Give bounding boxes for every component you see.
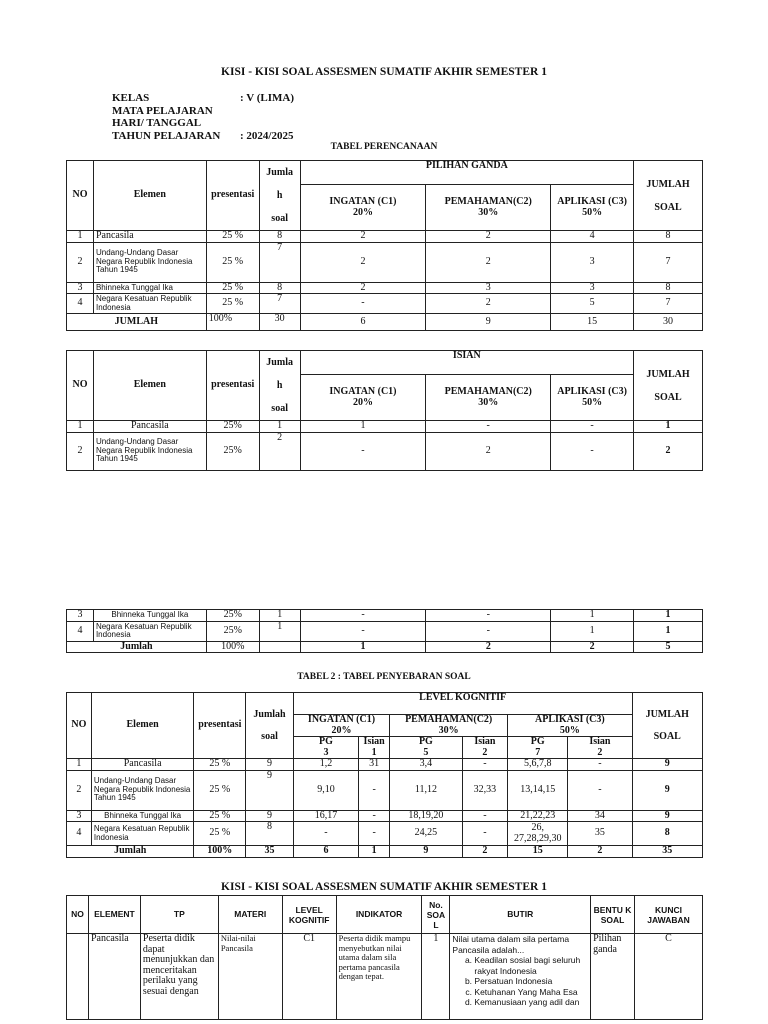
header-no: NO [67, 161, 94, 231]
table-total-row: Jumlah 100% 1 2 2 5 [67, 641, 703, 653]
header-jumlah-soal-total: JUMLAH SOAL [634, 161, 703, 231]
table-kisi-kisi [66, 895, 703, 1020]
table-isian: NO Elemen presentasi Jumla h soal ISIAN JUMLAH SOAL INGATAN (C1) 20% PEMAHAMAN(C2) 30% APLIKASI (C3) 50% 1 Pancasila 25% 1 1 - - 1 2 Undang-Undang Dasar Negara Republik Indonesia Tahun 1945 25% 2 - 2 - 2 [66, 350, 703, 471]
table-row: Pancasila Peserta didik dapat menunjukkan dan menceritakan perilaku yang sesuai dengan Nilai-nilai Pancasila C1 Peserta didik mampu menyebutkan nilai utama dalam sila pertama pancasila dengan tepat. 1 Nilai utama dalam sila pertama Pancasila adalah... a. Keadilan sosial bagi seluruh rakyat Indonesia b. Persatuan Indonesia c. Ketuhanan Yang Maha Esa d. Kemanusiaan yang adil dan Pilihan ganda C [67, 934, 703, 1020]
kisi-header-butir: BUTIR [450, 896, 591, 934]
table2-title: TABEL 2 : TABEL PENYEBARAN SOAL [297, 672, 471, 682]
table-row: 2 Undang-Undang Dasar Negara Republik Indonesia Tahun 1945 25 % 9 9,10 - 11,12 32,33 13,14,15 - 9 [67, 770, 703, 810]
header-pemahaman: PEMAHAMAN(C2) 30% [426, 185, 551, 231]
header-ingatan: INGATAN (C1) 20% [300, 185, 426, 231]
document-title: KISI - KISI SOAL ASSESMEN SUMATIF AKHIR SEMESTER 1 [221, 66, 547, 78]
table-row: 1 Pancasila 25 % 9 1,2 31 3,4 - 5,6,7,8 - 9 [67, 759, 703, 771]
header-isian: ISIAN [300, 351, 633, 375]
header-presentasi: presentasi [206, 161, 259, 231]
option-c: c. Ketuhanan Yang Maha Esa [474, 987, 588, 998]
kisi-header-level: LEVEL KOGNITIF [282, 896, 336, 934]
answer-options [452, 955, 588, 1008]
header-pilihan-ganda: PILIHAN GANDA [300, 161, 633, 185]
kisi-header-no: NO [67, 896, 89, 934]
table-penyebaran-soal: NO Elemen presentasi Jumlah soal LEVEL KOGNITIF JUMLAH SOAL INGATAN (C1) 20% PEMAHAMAN(C2) 30% APLIKASI (C3) 50% PG 3 Isian 1 PG 5 Isian 2 PG 7 Isian 2 1 Pancasila 25 % 9 1,2 31 3,4 - 5,6,7,8 - 9 2 Undang-Undang Dasar Negara Republik Indonesia Tahun 1945 25 % 9 9,10 - 11,12 32,33 13,14,15 - 9 3 Bhinneka Tunggal Ika 25 % 9 16,17 - 18,19,20 - 21,22,23 34 9 4 Negara Kesatuan Republik Indonesia 25 % 8 - - 24,25 - 26, 27,28,29,30 35 8 Jumlah 100% 35 6 1 9 2 15 2 35 [66, 692, 703, 858]
table-pilihan-ganda [66, 160, 703, 331]
table-row: 2 Undang-Undang Dasar Negara Republik Indonesia Tahun 1945 25 % 7 2 2 3 7 [67, 242, 703, 282]
kisi-header-element: ELEMENT [88, 896, 140, 934]
table-row: 4 Negara Kesatuan Republik Indonesia 25% 1 - - 1 1 [67, 621, 703, 641]
header-aplikasi: APLIKASI (C3) 50% [551, 185, 634, 231]
meta-kelas: KELAS : V (LIMA) [112, 92, 294, 104]
table-perencanaan-title: TABEL PERENCANAAN [330, 142, 438, 152]
butir-cell: Nilai utama dalam sila pertama Pancasila adalah... a. Keadilan sosial bagi seluruh rakyat Indonesia b. Persatuan Indonesia c. Ketuhanan Yang Maha Esa d. Kemanusiaan yang adil dan [450, 934, 591, 1020]
option-b: b. Persatuan Indonesia [474, 976, 588, 987]
kisi-title: KISI - KISI SOAL ASSESMEN SUMATIF AKHIR SEMESTER 1 [221, 881, 547, 893]
header-level-kognitif: LEVEL KOGNITIF [293, 693, 632, 715]
table-row: 3 Bhinneka Tunggal Ika 25 % 8 2 3 3 8 [67, 282, 703, 294]
meta-hari: HARI/ TANGGAL [112, 117, 202, 129]
header-jumlah-soal: Jumla h soal [259, 161, 300, 231]
option-d: d. Kemanusiaan yang adil dan [474, 997, 588, 1008]
table-row: 3 Bhinneka Tunggal Ika 25 % 9 16,17 - 18,19,20 - 21,22,23 34 9 [67, 810, 703, 822]
table-row: 2 Undang-Undang Dasar Negara Republik Indonesia Tahun 1945 25% 2 - 2 - 2 [67, 432, 703, 470]
kisi-header-kunci: KUNCI JAWABAN [635, 896, 703, 934]
meta-tahun: TAHUN PELAJARAN : 2024/2025 [112, 129, 294, 142]
table-total-row: Jumlah 100% 35 6 1 9 2 15 2 35 [67, 846, 703, 858]
option-a: a. Keadilan sosial bagi seluruh rakyat Indonesia [474, 955, 588, 976]
kisi-header-materi: MATERI [218, 896, 282, 934]
kisi-header-bentuk: BENTU K SOAL [591, 896, 635, 934]
kisi-header-tp: TP [140, 896, 218, 934]
kisi-header-nosoal: No. SOA L [422, 896, 450, 934]
table-row: 1 Pancasila 25 % 8 2 2 4 8 [67, 231, 703, 243]
header-jumlah-soal: Jumla h soal [259, 351, 300, 421]
header-jumlah-soal: Jumlah soal [246, 693, 294, 759]
header-elemen: Elemen [93, 161, 206, 231]
table-row: 4 Negara Kesatuan Republik Indonesia 25 % 7 - 2 5 7 [67, 294, 703, 314]
kisi-header-indikator: INDIKATOR [336, 896, 422, 934]
table-isian-continued [66, 609, 703, 653]
table-row: 4 Negara Kesatuan Republik Indonesia 25 % 8 - - 24,25 - 26, 27,28,29,30 35 8 [67, 822, 703, 846]
table-row: 3 Bhinneka Tunggal Ika 25% 1 - - 1 1 [67, 610, 703, 622]
meta-mapel: MATA PELAJARAN [112, 104, 213, 117]
table-total-row: JUMLAH 100% 30 6 9 15 30 [67, 314, 703, 331]
table-row: 1 Pancasila 25% 1 1 - - 1 [67, 421, 703, 433]
document-meta [112, 92, 294, 142]
